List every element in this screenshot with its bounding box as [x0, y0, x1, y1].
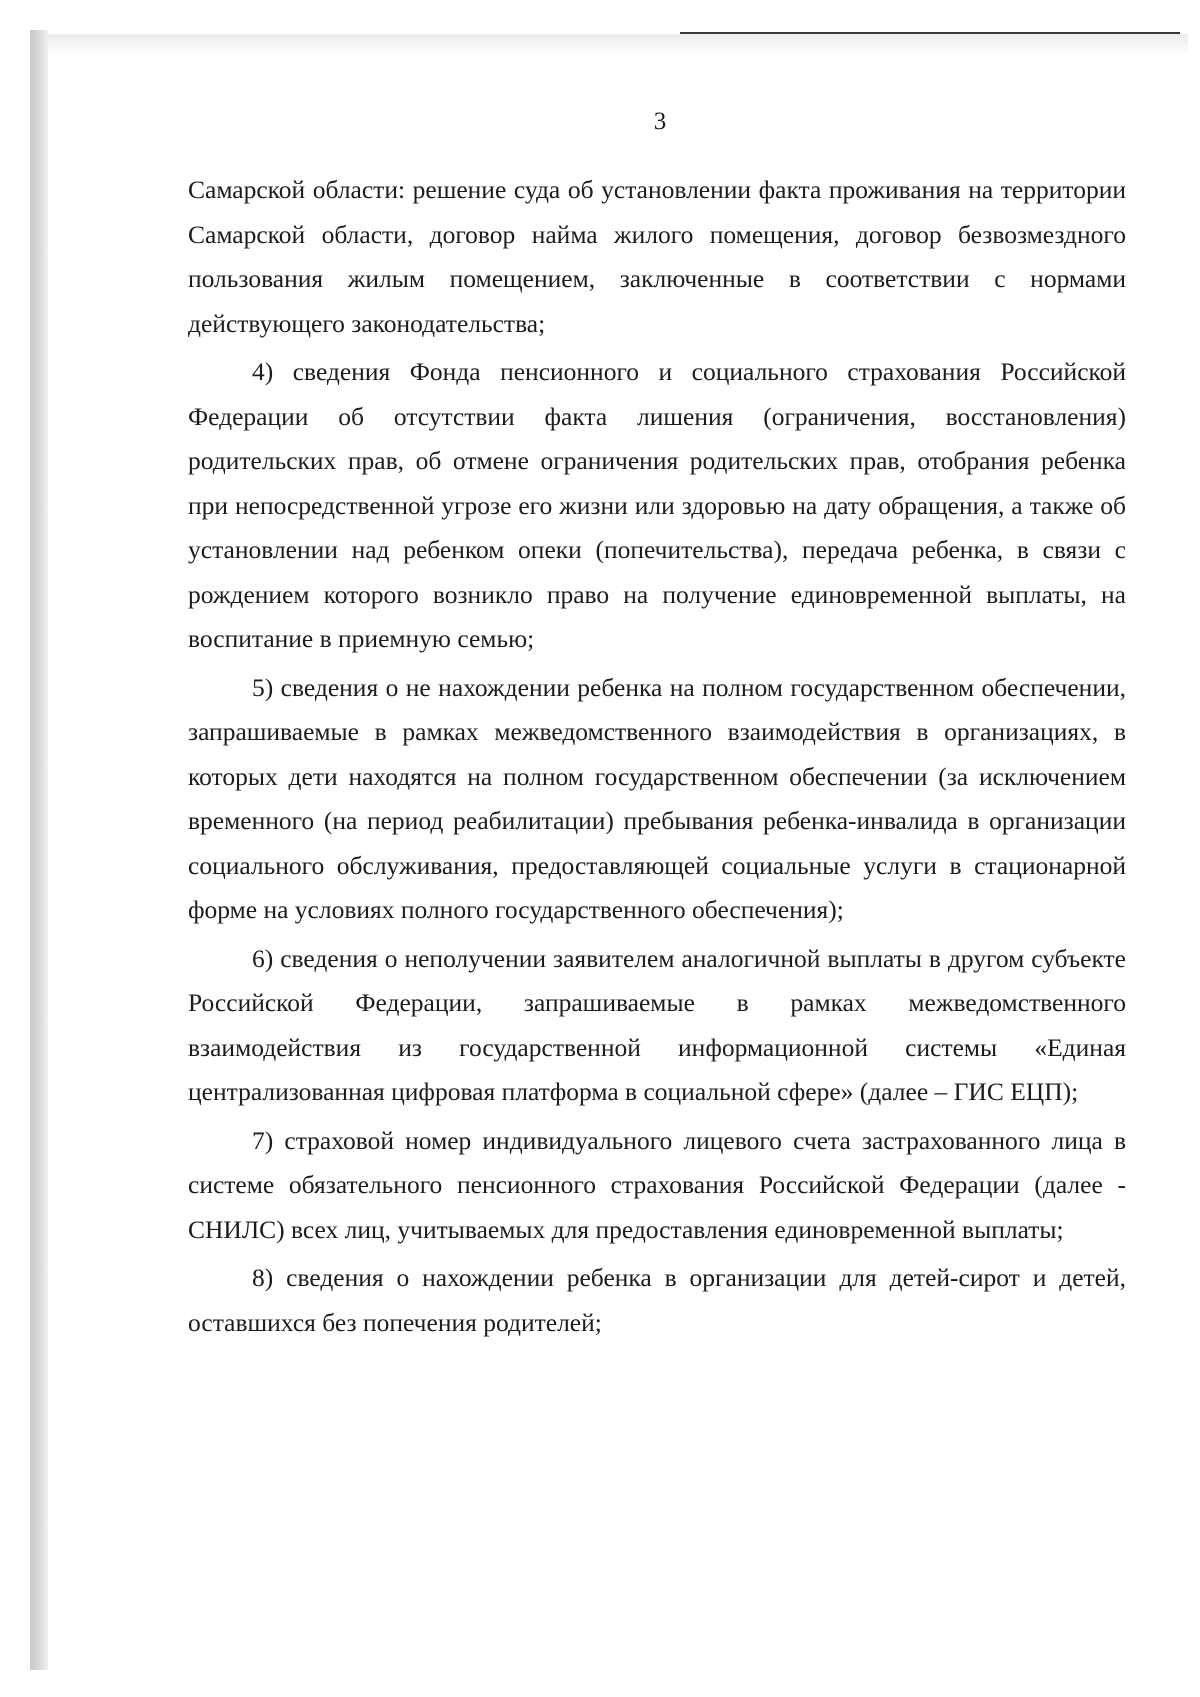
document-body [188, 168, 1126, 1349]
paragraph-continuation: Самарской области: решение суда об установлении факта проживания на территории Самарской области, договор найма жилого помещения, договор безвозмездного пользования жилым помещением, заключенные в соответствии с нормами действующего законодательства; [188, 175, 1126, 338]
paragraph-item-6: 6) сведения о неполучении заявителем аналогичной выплаты в другом субъекте Российской Федерации, запрашиваемые в рамках межведомственного взаимодействия из государственной информационной системы «Единая централизованная цифровая платформа в социальной сфере» (далее – ГИС ЕЦП); [188, 943, 1126, 1106]
paragraph-item-8: 8) сведения о нахождении ребенка в организации для детей-сирот и детей, оставшихся без попечения родителей; [188, 1263, 1126, 1337]
scan-top-shade [48, 34, 1188, 56]
paragraph-item-4: 4) сведения Фонда пенсионного и социального страхования Российской Федерации об отсутствии факта лишения (ограничения, восстановления) родительских прав, об отмене ограничения родительских прав, отобрания ребенка при непосредственной угрозе его жизни или здоровью на дату обращения, а также об установлении над ребенком опеки (попечительства), передача ребенка, в связи с рождением которого возникло право на получение единовременной выплаты, на воспитание в приемную семью; [188, 357, 1126, 653]
scan-top-line [680, 32, 1180, 34]
paragraph-item-7: 7) страховой номер индивидуального лицевого счета застрахованного лица в системе обязательного пенсионного страхования Российской Федерации (далее - СНИЛС) всех лиц, учитываемых для предоставления единовременной выплаты; [188, 1125, 1126, 1244]
scan-left-band [30, 30, 48, 1670]
page-number: 3 [653, 108, 667, 135]
paragraph-item-5: 5) сведения о не нахождении ребенка на полном государственном обеспечении, запрашиваемые в рамках межведомственного взаимодействия в организациях, в которых дети находятся на полном государственном обеспечении (за исключением временного (на период реабилитации) пребывания ребенка-инвалида в организации социального обслуживания, предоставляющей социальные услуги в стационарной форме на условиях полного государственного обеспечения); [188, 672, 1126, 924]
